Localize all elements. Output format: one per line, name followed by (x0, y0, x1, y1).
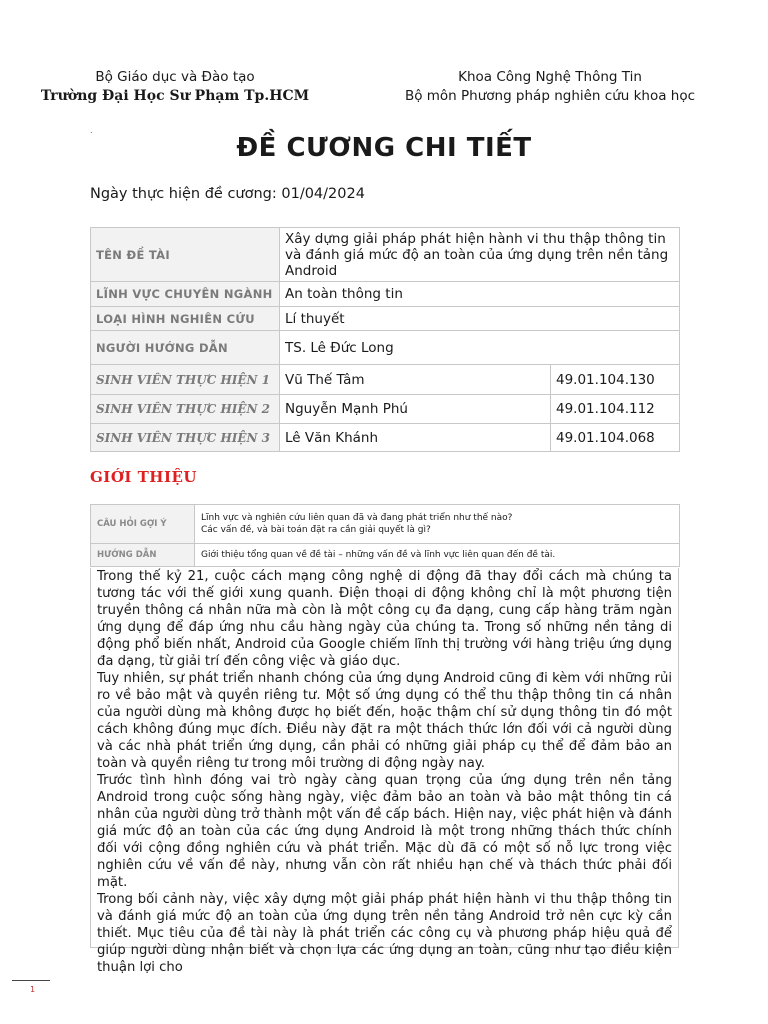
intro-paragraph-3: Trước tình hình đóng vai trò ngày càng quan trọng của ứng dụng trên nền tảng Android trong cuộc sống hàng ngày, việc đảm bảo an toàn và bảo mật thông tin cá nhân của người dùng trở thành một vấn đề cấp bách. Hiện nay, việc phát hiện và đánh giá mức độ an toàn của các ứng dụng Android là một trong những thách thức chính đối với cộng đồng nghiên cứu và phát triển. Mặc dù đã có một số nỗ lực trong việc nghiên cứu về vấn đề này, nhưng vẫn còn rất nhiều hạn chế và thách thức phải đối mặt. (97, 773, 672, 890)
student-2-id: 49.01.104.112 (551, 395, 680, 424)
student-3-id: 49.01.104.068 (551, 424, 680, 452)
field-value: An toàn thông tin (280, 282, 680, 307)
student-3-label: SINH VIÊN THỰC HIỆN 3 (91, 424, 280, 452)
intro-paragraph-4: Trong bối cảnh này, việc xây dựng một giải pháp phát hiện hành vi thu thập thông tin và đánh giá mức độ an toàn của ứng dụng trên nền tảng Android trở nên cực kỳ cần thiết. Mục tiêu của đề tài này là phát triển các công cụ và phương pháp hiệu quả để giúp người dùng nhận biết và chọn lựa các ứng dụng an toàn, cũng như tạo điều kiện thuận lợi cho (97, 892, 672, 975)
table-row (91, 228, 680, 282)
topic-info-table (90, 227, 680, 452)
student-1-name: Vũ Thế Tâm (280, 365, 551, 395)
stray-dot: . (90, 126, 93, 135)
question-line-1: Lĩnh vực và nghiên cứu liên quan đã và đang phát triển như thế nào? (201, 513, 513, 523)
university-name: Trường Đại Học Sư Phạm Tp.HCM (40, 88, 310, 104)
topic-label: TÊN ĐỀ TÀI (91, 228, 280, 282)
guide-label: HƯỚNG DẪN (91, 544, 195, 567)
faculty-name: Khoa Công Nghệ Thông Tin (458, 69, 642, 85)
department-name: Bộ môn Phương pháp nghiên cứu khoa học (404, 88, 696, 104)
question-cell (195, 505, 680, 544)
table-row (91, 424, 680, 452)
intro-paragraph-2: Tuy nhiên, sự phát triển nhanh chóng của ứng dụng Android cũng đi kèm với những rủi ro về bảo mật và quyền riêng tư. Một số ứng dụng có thể thu thập thông tin cá nhân của người dùng mà không được họ biết đến, hoặc thậm chí sử dụng thông tin đó một cách không đúng mục đích. Điều này đặt ra một thách thức lớn đối với cả người dùng và các nhà phát triển ứng dụng, cần phải có những giải pháp cụ thể để đảm bảo an toàn và quyền riêng tư trong môi trường di động ngày nay. (97, 671, 672, 771)
table-row (91, 365, 680, 395)
student-2-label: SINH VIÊN THỰC HIỆN 2 (91, 395, 280, 424)
type-label: LOẠI HÌNH NGHIÊN CỨU (91, 307, 280, 331)
table-row (91, 307, 680, 331)
header-right (390, 68, 710, 106)
ministry-name: Bộ Giáo dục và Đào tạo (95, 69, 255, 85)
table-row (91, 544, 680, 567)
page-title: ĐỀ CƯƠNG CHI TIẾT (236, 133, 532, 163)
intro-section-title: GIỚI THIỆU (90, 468, 197, 486)
table-row (91, 331, 680, 365)
intro-guide-table (90, 504, 680, 567)
question-label: CÂU HỎI GỢI Ý (91, 505, 195, 544)
student-3-name: Lê Văn Khánh (280, 424, 551, 452)
date-line: Ngày thực hiện đề cương: 01/04/2024 (90, 186, 365, 202)
field-label: LĨNH VỰC CHUYÊN NGÀNH (91, 282, 280, 307)
table-row (91, 395, 680, 424)
table-row (91, 505, 680, 544)
advisor-value: TS. Lê Đức Long (280, 331, 680, 365)
type-value: Lí thuyết (280, 307, 680, 331)
header-left (40, 68, 310, 106)
guide-value: Giới thiệu tổng quan về đề tài – những vấn đề và lĩnh vực liên quan đến đề tài. (195, 544, 680, 567)
page-number: 1 (30, 985, 36, 994)
question-line-2: Các vấn đề, và bài toán đặt ra cần giải quyết là gì? (201, 525, 431, 535)
intro-paragraph-1: Trong thế kỷ 21, cuộc cách mạng công nghệ di động đã thay đổi cách mà chúng ta tương tác với thế giới xung quanh. Điện thoại di động không chỉ là một phương tiện truyền thông cá nhân nữa mà còn là một công cụ đa dạng, cung cấp hàng trăm ngàn ứng dụng để đáp ứng nhu cầu hàng ngày của chúng ta. Trong số những nền tảng di động phổ biến nhất, Android của Google chiếm lĩnh thị trường với hàng triệu ứng dụng đa dạng, từ giải trí đến công việc và giáo dục. (97, 569, 672, 669)
student-2-name: Nguyễn Mạnh Phú (280, 395, 551, 424)
advisor-label: NGƯỜI HƯỚNG DẪN (91, 331, 280, 365)
student-1-label: SINH VIÊN THỰC HIỆN 1 (91, 365, 280, 395)
footnote-divider (12, 980, 50, 981)
student-1-id: 49.01.104.130 (551, 365, 680, 395)
topic-value: Xây dựng giải pháp phát hiện hành vi thu thập thông tin và đánh giá mức độ an toàn của ứng dụng trên nền tảng Android (280, 228, 680, 282)
table-row (91, 282, 680, 307)
intro-body (90, 568, 679, 975)
